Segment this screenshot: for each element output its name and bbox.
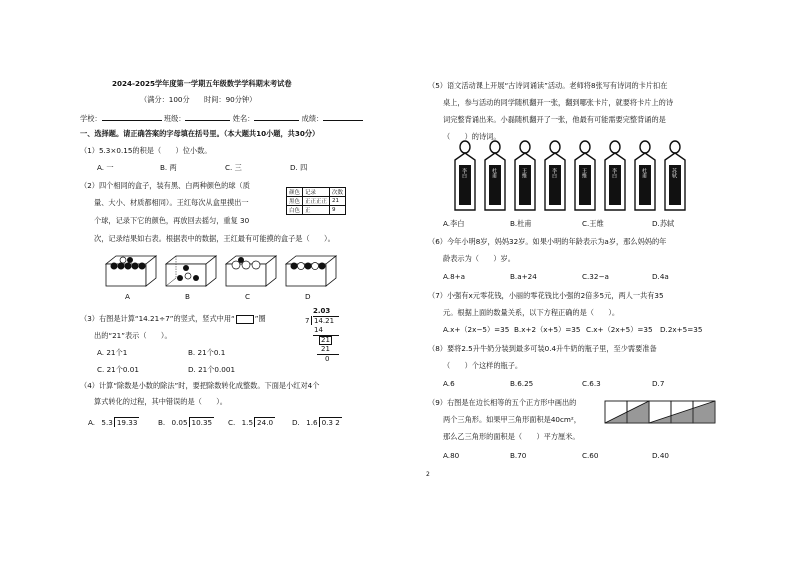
q8-line2: （ ）个这样的瓶子。 — [443, 361, 523, 370]
exam-subtitle: （满分：100分 时间：90分钟） — [140, 95, 257, 104]
q8-line1: （8）要将2.5升牛奶分装到最多可装0.4升牛奶的瓶子里，至少需要准备 — [428, 344, 657, 353]
q6-option-a[interactable]: A.8+a — [443, 272, 466, 281]
q3-option-a[interactable]: A. 21个1 — [97, 348, 128, 357]
q7-option-a[interactable]: A.x+（2x−5）=35 — [443, 325, 510, 334]
name-label: 姓名： — [232, 114, 255, 123]
q6-option-b[interactable]: B.a+24 — [510, 272, 537, 281]
q9-squares-figure — [604, 400, 720, 424]
option-letter: D. — [292, 418, 300, 427]
page-number: 2 — [426, 471, 430, 478]
q3-option-b[interactable]: B. 21个0.1 — [188, 348, 226, 357]
q5-line1: （5）语文活动课上开展“古诗词诵读”活动。老师将8张写有诗词的卡片扣在 — [428, 81, 668, 90]
poem-card-8[interactable] — [662, 138, 688, 216]
q9-line2: 两个三角形。如果甲三角形面积是40cm²， — [443, 415, 581, 424]
poem-card-7[interactable] — [632, 138, 658, 216]
q8-option-d[interactable]: D.7 — [652, 379, 665, 388]
division-divisor: 7 — [305, 317, 310, 325]
q6-option-c[interactable]: C.32−a — [582, 272, 609, 281]
q3-line1 — [80, 314, 266, 324]
q1-option-b[interactable]: B. 两 — [160, 163, 177, 172]
q7-option-b[interactable]: B.x+2（x+5）=35 — [514, 325, 581, 334]
class-label: 班级： — [163, 114, 186, 123]
class-field[interactable] — [185, 113, 230, 121]
table-header: 颜色 — [287, 188, 303, 197]
q9-option-a[interactable]: A.80 — [443, 451, 460, 460]
card-poet: 杜甫 — [641, 168, 647, 178]
q8-option-c[interactable]: C.6.3 — [582, 379, 601, 388]
poem-card-1[interactable] — [452, 138, 478, 216]
option-divisor: 0.05 — [171, 418, 188, 427]
q6-line1: （6）今年小明8岁，妈妈32岁。如果小明的年龄表示为a岁，那么妈妈的年 — [428, 237, 667, 246]
q4-option-b[interactable] — [158, 417, 214, 427]
school-label: 学校： — [80, 114, 102, 123]
exam-title: 2024-2025学年度第一学期五年级数学学科期末考试卷 — [112, 79, 292, 88]
q8-option-b[interactable]: B.6.25 — [510, 379, 534, 388]
table-cell: 黑色 — [287, 197, 303, 206]
q1-option-a[interactable]: A. 一 — [97, 163, 114, 172]
square-marker-icon — [236, 315, 254, 324]
table-cell: 9 — [330, 206, 346, 215]
option-letter: B. — [158, 418, 166, 427]
q7-line1: （7）小强有x元零花钱，小丽的零花钱比小强的2倍多5元，两人一共有35 — [428, 291, 664, 300]
card-poet: 王维 — [581, 168, 587, 178]
card-poet: 李白 — [461, 168, 467, 178]
q7-line2: 元。根据上面的数量关系，以下方程正确的是（ ）。 — [443, 308, 620, 317]
q2-line1: （2）四个相同的盒子，装有黑、白两种颜色的球（质 — [80, 181, 250, 190]
q5-option-d[interactable]: D.苏轼 — [652, 219, 675, 228]
q3-option-c[interactable]: C. 21个0.01 — [97, 365, 139, 374]
poem-card-3[interactable] — [512, 138, 538, 216]
q5-line4: （ ）的诗词。 — [443, 132, 501, 141]
poem-card-5[interactable] — [572, 138, 598, 216]
q3-option-d[interactable]: D. 21个0.001 — [188, 365, 236, 374]
card-poet: 李白 — [611, 168, 617, 178]
q5-poem-cards — [452, 138, 692, 214]
q2-line4: 次，记录结果如右表。根据表中的数据，王红最有可能摸的盒子是（ ）。 — [94, 234, 335, 243]
q9-option-d[interactable]: D.40 — [652, 451, 669, 460]
section-heading: 一、选择题。请正确答案的字母填在括号里。（本大题共10小题，共30分） — [80, 129, 320, 138]
division-sub2: 21 — [321, 345, 330, 353]
division-zero: 0 — [325, 355, 330, 363]
q8-option-a[interactable]: A.6 — [443, 379, 455, 388]
q6-option-d[interactable]: D.4a — [652, 272, 669, 281]
box-label-c: C — [245, 292, 251, 301]
poem-card-4[interactable] — [542, 138, 568, 216]
q3-line1-text: （3）右图是计算“14.21÷7”的竖式，竖式中用“ — [80, 314, 235, 323]
option-divisor: 1.5 — [241, 418, 254, 427]
school-field[interactable] — [102, 113, 162, 121]
student-info-row — [80, 113, 363, 123]
option-dividend: 10.35 — [189, 417, 215, 427]
option-dividend: 19.33 — [114, 417, 140, 427]
option-letter: A. — [88, 418, 96, 427]
option-divisor: 5.3 — [101, 418, 113, 427]
option-letter: C. — [228, 418, 236, 427]
q5-option-b[interactable]: B.杜甫 — [510, 219, 532, 228]
table-header: 次数 — [330, 188, 346, 197]
box-label-b: B — [185, 292, 190, 301]
q5-line3: 词完整背诵出来。小磊随机翻开了一张，他最有可能需要完整背诵的是 — [443, 115, 666, 124]
q2-tally-table — [286, 187, 346, 215]
box-c[interactable] — [226, 256, 276, 286]
score-field[interactable] — [323, 113, 363, 121]
q6-line2: 龄表示为（ ）岁。 — [443, 254, 515, 263]
table-cell: 正正正正 — [303, 197, 330, 206]
q7-option-d[interactable]: D.2x+5=35 — [660, 325, 703, 334]
q2-boxes-figure — [98, 252, 338, 292]
q5-line2: 桌上，参与活动的同学随机翻开一张，翻到哪张卡片，就要将卡片上的诗 — [443, 98, 674, 107]
card-poet: 李白 — [551, 168, 557, 178]
q5-option-c[interactable]: C.王维 — [582, 219, 604, 228]
box-label-d: D — [305, 292, 311, 301]
card-poet: 杜甫 — [491, 168, 497, 178]
triangle-yi — [649, 401, 715, 423]
score-label: 成绩： — [301, 114, 324, 123]
card-poet: 苏轼 — [671, 168, 677, 178]
table-cell: 21 — [330, 197, 346, 206]
poem-card-2[interactable] — [482, 138, 508, 216]
q4-line2: 算式转化的过程，其中错误的是（ ）。 — [94, 397, 227, 406]
q9-line1: （9）右图是在边长相等的五个正方形中画出的 — [428, 398, 577, 407]
q4-line1: （4）计算“除数是小数的除法”时，要把除数转化成整数。下面是小红对4个 — [80, 381, 320, 390]
table-cell: 白色 — [287, 206, 303, 215]
q9-option-c[interactable]: C.60 — [582, 451, 599, 460]
q4-option-a[interactable] — [88, 417, 139, 427]
division-dividend: 14.21 — [314, 317, 335, 325]
name-field[interactable] — [254, 113, 299, 121]
box-a[interactable] — [106, 256, 156, 286]
box-b[interactable] — [166, 256, 216, 286]
table-header: 记录 — [303, 188, 330, 197]
division-sub1: 14 — [314, 326, 323, 334]
q2-line2: 量、大小、材质都相同）。王红每次从盒里摸出一 — [94, 198, 249, 207]
q3-line1-tail: ”圈 — [254, 314, 266, 323]
q1-stem: （1）5.3×0.15的积是（ ）位小数。 — [80, 146, 212, 155]
option-dividend: 24.0 — [254, 417, 275, 427]
q9-line3: 那么乙三角形的面积是（ ）平方厘米。 — [443, 432, 580, 441]
poem-card-6[interactable] — [602, 138, 628, 216]
q5-option-a[interactable]: A.李白 — [443, 219, 465, 228]
q9-option-b[interactable]: B.70 — [510, 451, 527, 460]
option-dividend: 0.3 2 — [319, 417, 342, 427]
box-d[interactable] — [286, 256, 336, 286]
division-circled-21: 21 — [321, 336, 330, 344]
box-label-a: A — [125, 292, 130, 301]
q3-line2: 出的“21”表示（ ）。 — [94, 331, 172, 340]
table-cell: 正 — [303, 206, 330, 215]
q3-long-division — [305, 307, 345, 367]
q4-option-d[interactable] — [292, 417, 342, 427]
division-quotient: 2.03 — [313, 307, 331, 315]
card-poet: 王维 — [521, 168, 527, 178]
q7-option-c[interactable]: C.x+（2x+5）=35 — [586, 325, 653, 334]
q2-line3: 个球，记录下它的颜色，再放回去摇匀，重复 30 — [94, 216, 250, 225]
q4-option-c[interactable] — [228, 417, 275, 427]
option-divisor: 1.6 — [306, 418, 318, 427]
q1-option-d[interactable]: D. 四 — [290, 163, 308, 172]
q1-option-c[interactable]: C. 三 — [225, 163, 242, 172]
